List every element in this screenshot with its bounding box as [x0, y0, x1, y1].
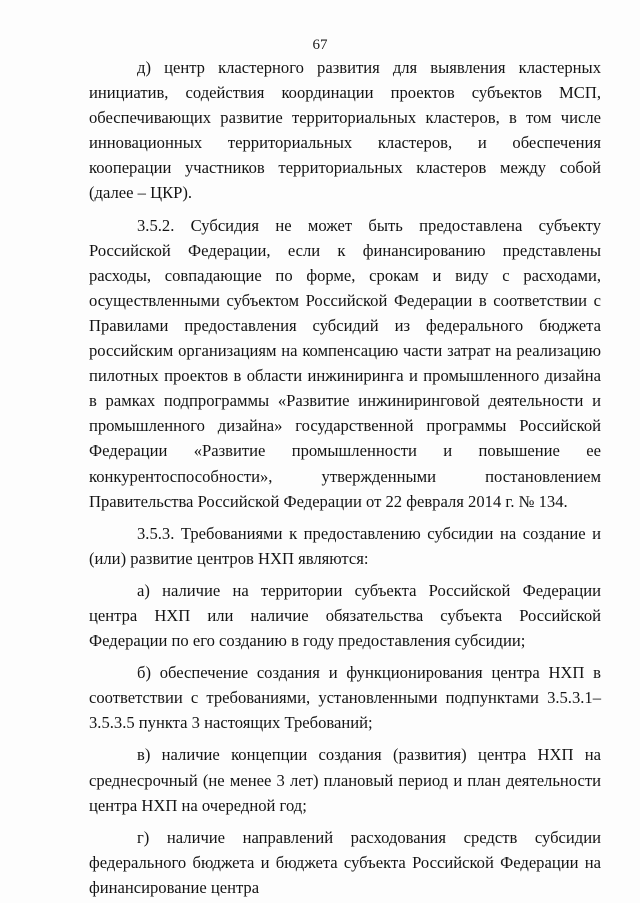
paragraph-3-5-2: 3.5.2. Субсидия не может быть предоставлена субъекту Российской Федерации, если к финансированию представлены расходы, совпадающие по форме, срокам и виду с расходами, осуществленными субъектом Российской Федерации в соответствии с Правилами предоставления субсидий из федерального бюджета российским организациям на компенсацию части затрат на реализацию пилотных проектов в области инжиниринга и промышленного дизайна в рамках подпрограммы «Развитие инжиниринговой деятельности и промышленного дизайна» государственной программы Российской Федерации «Развитие промышленности и повышение ее конкурентоспособности», утвержденными постановлением Правительства Российской Федерации от 22 февраля 2014 г. № 134. — [89, 215, 601, 511]
paragraph-item-g: г) наличие направлений расходования средств субсидии федерального бюджета и бюджета субъекта Российской Федерации на финансирование центра — [89, 827, 601, 897]
document-body — [89, 55, 601, 900]
paragraph-item-b: б) обеспечение создания и функционирования центра НХП в соответствии с требованиями, установленными подпунктами 3.5.3.1–3.5.3.5 пункта 3 настоящих Требований; — [89, 663, 601, 733]
paragraph-3-5-3: 3.5.3. Требованиями к предоставлению субсидии на создание и (или) развитие центров НХП являются: — [89, 523, 601, 568]
paragraph-d-ckr: д) центр кластерного развития для выявления кластерных инициатив, содействия координации проектов субъектов МСП, обеспечивающих развитие территориальных кластеров, в том числе инновационных территориальных кластеров, и обеспечения кооперации участников территориальных кластеров между собой (далее – ЦКР). — [89, 58, 601, 203]
paragraph-item-a: а) наличие на территории субъекта Российской Федерации центра НХП или наличие обязательства субъекта Российской Федерации по его созданию в году предоставления субсидии; — [89, 580, 601, 651]
page-number: 67 — [312, 37, 328, 53]
paragraph-item-v: в) наличие концепции создания (развития) центра НХП на среднесрочный (не менее 3 лет) плановый период и план деятельности центра НХП на очередной год; — [89, 745, 601, 815]
